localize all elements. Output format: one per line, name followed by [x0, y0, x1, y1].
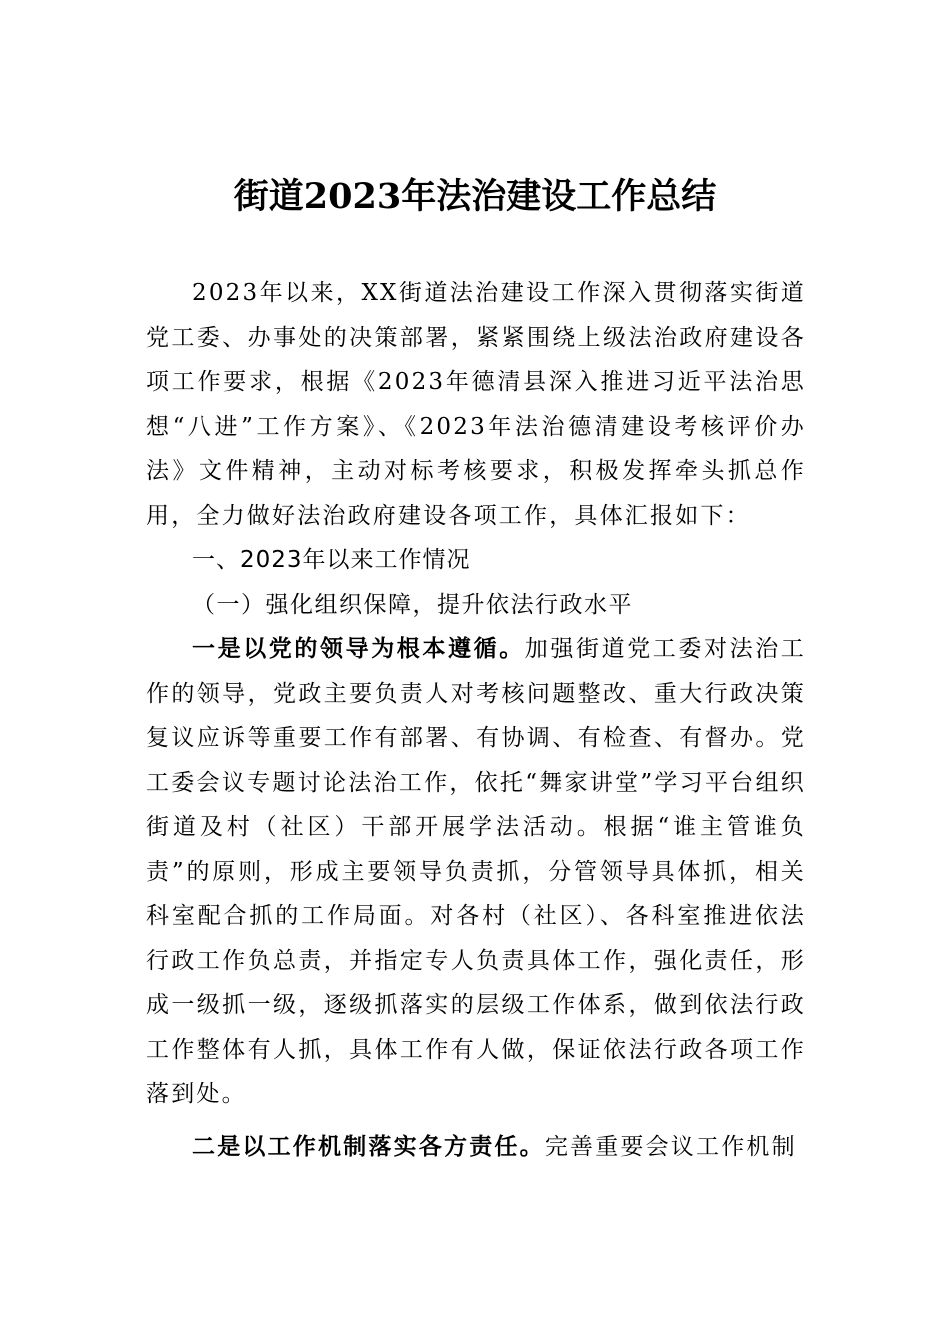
- point-1-paragraph: [146, 627, 806, 1117]
- section-heading-1: 一、2023年以来工作情况: [192, 547, 471, 573]
- subsection-heading-1: （一）强化组织保障，提升依法行政水平: [192, 591, 633, 618]
- point-2-text: 完善重要会议工作机制: [544, 1133, 797, 1160]
- point-1-lead: 一是以党的领导为根本遵循。: [192, 636, 525, 662]
- intro-paragraph: 2023年以来，XX街道法治建设工作深入贯彻落实街道党工委、办事处的决策部署，紧紧围绕上级法治政府建设各项工作要求，根据《2023年德清县深入推进习近平法治思想“八进”工作方案》、《2023年法治德清建设考核评价办法》文件精神，主动对标考核要求，积极发挥牵头抓总作用，全力做好法治政府建设各项工作，具体汇报如下：: [146, 280, 806, 529]
- point-2-paragraph: [146, 1125, 806, 1170]
- point-2-lead: 二是以工作机制落实各方责任。: [192, 1133, 545, 1160]
- document-body: [146, 271, 806, 1169]
- point-1-text: 加强街道党工委对法治工作的领导，党政主要负责人对考核问题整改、重大行政决策复议应诉等重要工作有部署、有协调、有检查、有督办。党工委会议专题讨论法治工作，依托“舞家讲堂”学习平台组织街道及村（社区）干部开展学法活动。根据“谁主管谁负责”的原则，形成主要领导负责抓，分管领导具体抓，相关科室配合抓的工作局面。对各村（社区）、各科室推进依法行政工作负总责，并指定专人负责具体工作，强化责任，形成一级抓一级，逐级抓落实的层级工作体系，做到依法行政工作整体有人抓，具体工作有人做，保证依法行政各项工作落到处。: [146, 636, 806, 1107]
- document-title: 街道2023年法治建设工作总结: [233, 176, 717, 217]
